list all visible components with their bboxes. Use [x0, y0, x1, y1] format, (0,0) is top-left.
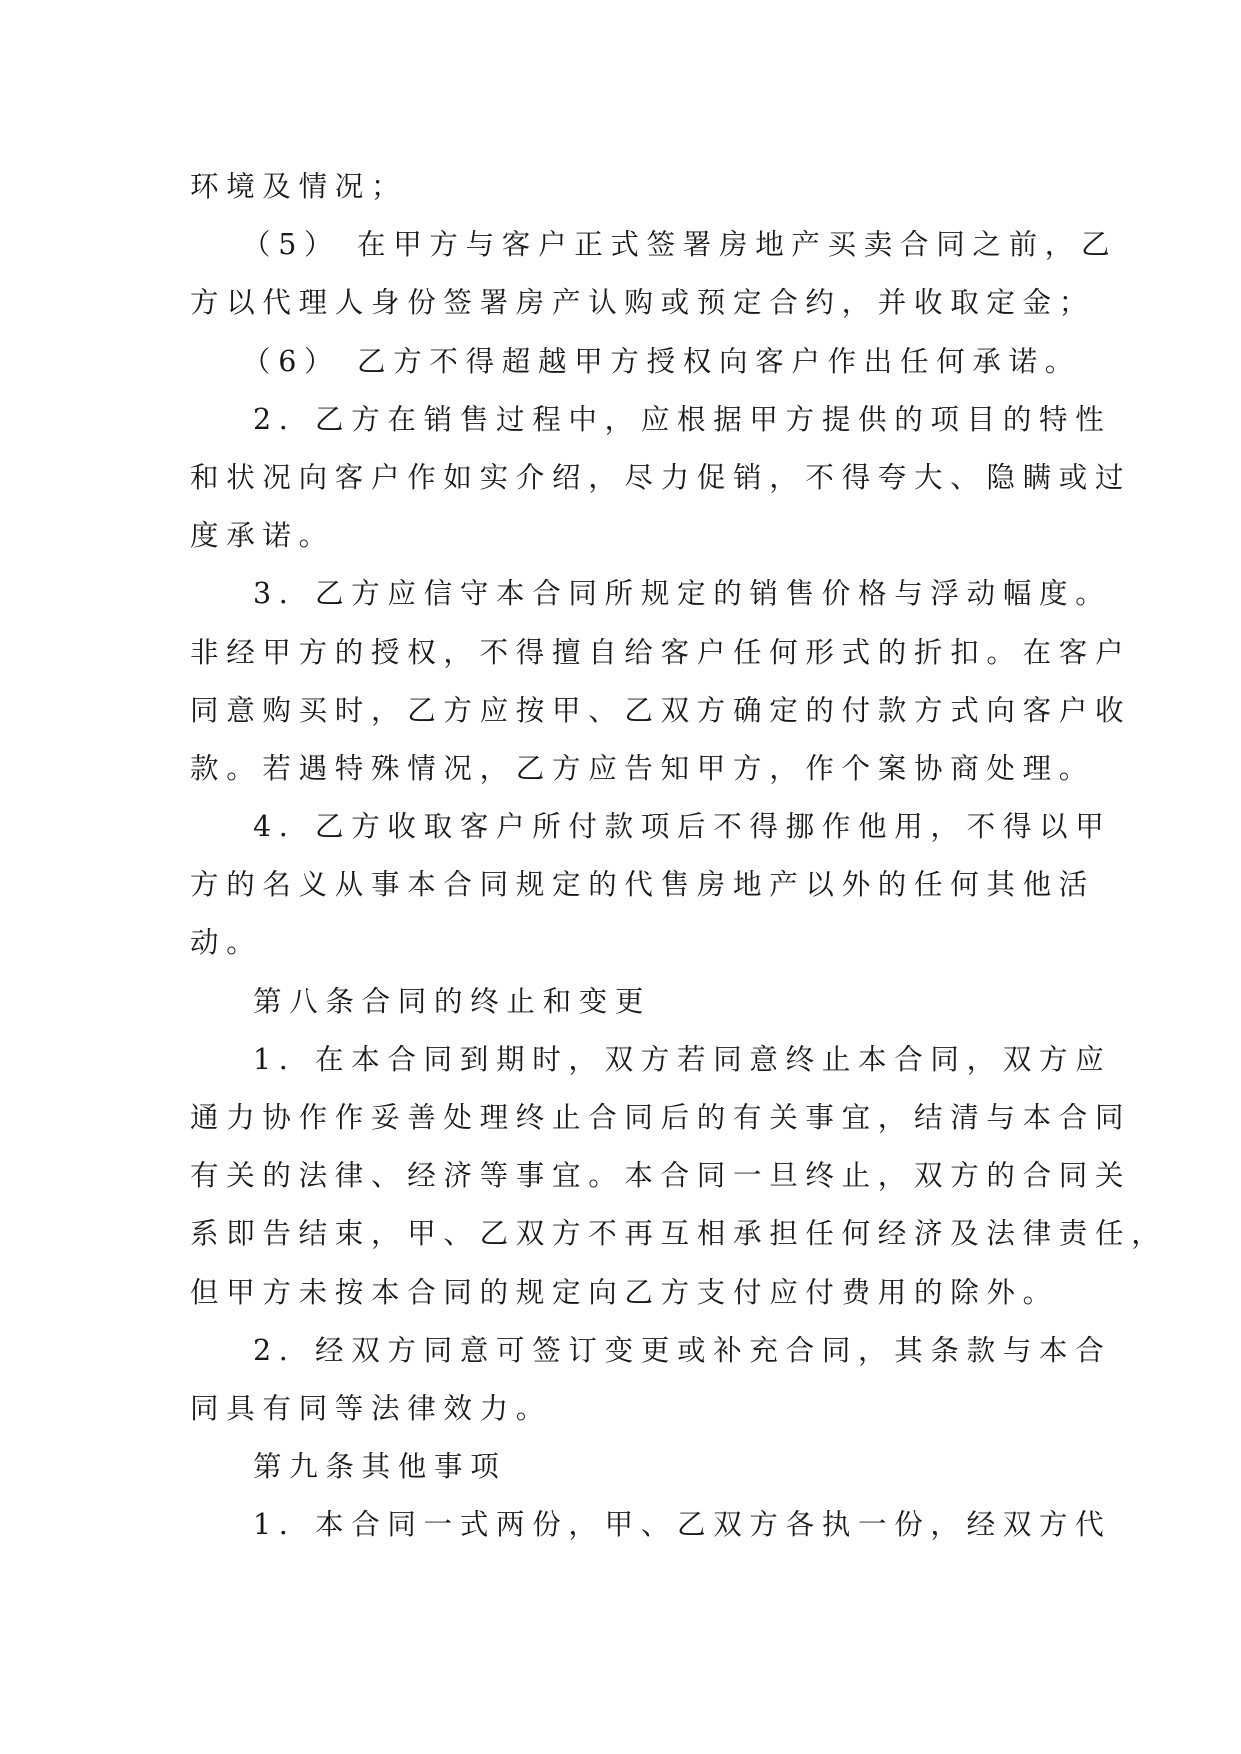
text-line: 同具有同等法律效力。	[190, 1391, 553, 1425]
text-line: 方的名义从事本合同规定的代售房地产以外的任何其他活	[190, 868, 1096, 902]
text-line: 度承诺。	[190, 519, 335, 553]
text-line: 有关的法律、经济等事宜。本合同一旦终止，双方的合同关	[190, 1159, 1132, 1193]
text-line: 2．乙方在销售过程中，应根据甲方提供的项目的特性	[253, 402, 1112, 436]
text-line: （6） 乙方不得超越甲方授权向客户作出任何承诺。	[242, 344, 1081, 378]
text-line: 系即告结束，甲、乙双方不再互相承担任何经济及法律责任，	[190, 1217, 1168, 1251]
text-line: 款。若遇特殊情况，乙方应告知甲方，作个案协商处理。	[190, 751, 1096, 785]
text-line: 动。	[190, 926, 263, 960]
text-line: 但甲方未按本合同的规定向乙方支付应付费用的除外。	[190, 1275, 1059, 1309]
text-line: 同意购买时，乙方应按甲、乙双方确定的付款方式向客户收	[190, 693, 1132, 727]
text-line: 环境及情况；	[190, 170, 408, 203]
document-body	[190, 158, 1168, 1555]
text-line: （5） 在甲方与客户正式签署房地产买卖合同之前，乙	[242, 228, 1118, 262]
text-line: 4．乙方收取客户所付款项后不得挪作他用，不得以甲	[253, 810, 1112, 844]
section-heading: 第九条其他事项	[253, 1450, 507, 1484]
text-line: 方以代理人身份签署房产认购或预定合约，并收取定金；	[190, 286, 1096, 320]
text-line: 2．经双方同意可签订变更或补充合同，其条款与本合	[253, 1333, 1112, 1367]
text-line: 1．本合同一式两份，甲、乙双方各执一份，经双方代	[253, 1508, 1112, 1542]
text-line: 通力协作作妥善处理终止合同后的有关事宜，结清与本合同	[190, 1101, 1132, 1134]
section-heading: 第八条合同的终止和变更	[253, 984, 652, 1018]
text-line: 3．乙方应信守本合同所规定的销售价格与浮动幅度。	[253, 577, 1112, 611]
text-line: 1．在本合同到期时，双方若同意终止本合同，双方应	[253, 1042, 1112, 1076]
text-line: 和状况向客户作如实介绍，尽力促销，不得夸大、隐瞒或过	[190, 460, 1132, 494]
text-line: 非经甲方的授权，不得擅自给客户任何形式的折扣。在客户	[190, 635, 1132, 669]
